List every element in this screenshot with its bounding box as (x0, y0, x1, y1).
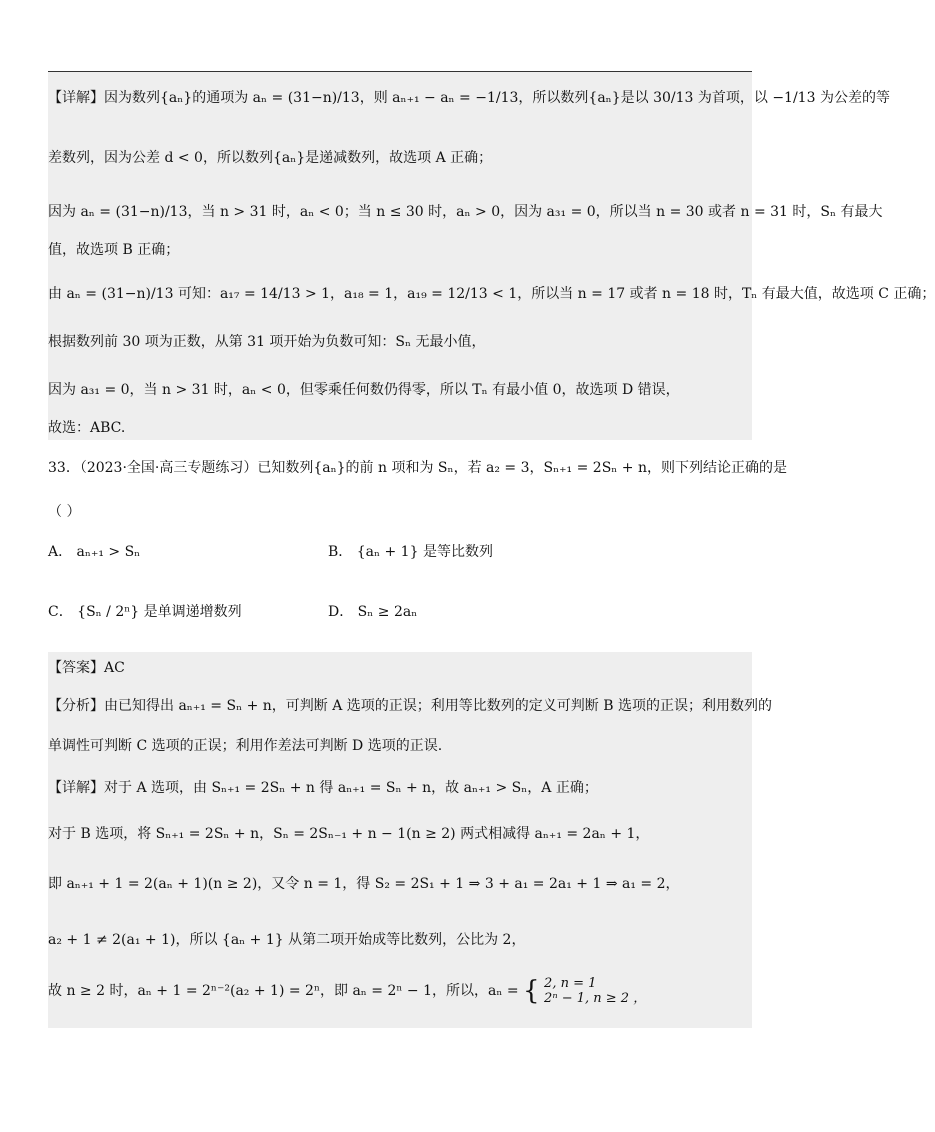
option-d: D． Sₙ ≥ 2aₙ (328, 604, 418, 620)
piecewise-case-1: 2, n = 1 (544, 976, 597, 991)
solution-32-line-1: 【详解】因为数列{aₙ}的通项为 aₙ = (31−n)/13，则 aₙ₊₁ − aₙ = −1/13，所以数列{aₙ}是以 30/13 为首项，以 −1/13 为公差的等 (48, 90, 890, 106)
question-33-paren: （ ） (48, 504, 81, 520)
solution-32-line-5: 由 aₙ = (31−n)/13 可知：a₁₇ = 14/13 > 1，a₁₈ = 1，a₁₉ = 12/13 < 1，所以当 n = 17 或者 n = 18 时，Tₙ 有最大值，故选项 C 正确； (48, 286, 935, 302)
solution-32-line-2: 差数列，因为公差 d < 0，所以数列{aₙ}是递减数列，故选项 A 正确； (48, 150, 493, 166)
solution-32-line-6: 根据数列前 30 项为正数，从第 31 项开始为负数可知：Sₙ 无最小值， (48, 334, 486, 350)
answer-33-detail-line-5-text: 故 n ≥ 2 时，aₙ + 1 = 2ⁿ⁻²(a₂ + 1) = 2ⁿ，即 aₙ = 2ⁿ − 1，所以，aₙ = (48, 983, 519, 999)
answer-33-detail-line-1: 【详解】对于 A 选项，由 Sₙ₊₁ = 2Sₙ + n 得 aₙ₊₁ = Sₙ + n，故 aₙ₊₁ > Sₙ，A 正确； (48, 780, 598, 796)
answer-33-analysis-line-1: 【分析】由已知得出 aₙ₊₁ = Sₙ + n，可判断 A 选项的正误；利用等比数列的定义可判断 B 选项的正误；利用数列的 (48, 698, 772, 714)
piecewise-cases (544, 976, 646, 1006)
option-a: A． aₙ₊₁ > Sₙ (48, 544, 141, 560)
solution-32-line-3: 因为 aₙ = (31−n)/13，当 n > 31 时，aₙ < 0；当 n ≤ 30 时，aₙ > 0，因为 a₃₁ = 0，所以当 n = 30 或者 n = 31 时，Sₙ 有最大 (48, 204, 883, 220)
option-c: C． {Sₙ / 2ⁿ} 是单调递增数列 (48, 604, 242, 620)
answer-33-detail-line-4: a₂ + 1 ≠ 2(a₁ + 1)，所以 {aₙ + 1} 从第二项开始成等比数列，公比为 2， (48, 932, 526, 948)
option-b: B． {aₙ + 1} 是等比数列 (328, 544, 493, 560)
piecewise-case-2: 2ⁿ − 1, n ≥ 2 ， (544, 991, 647, 1006)
question-33-stem: 33．（2023·全国·高三专题练习）已知数列{aₙ}的前 n 项和为 Sₙ，若 a₂ = 3，Sₙ₊₁ = 2Sₙ + n，则下列结论正确的是 (48, 460, 788, 476)
solution-32-line-7: 因为 a₃₁ = 0，当 n > 31 时，aₙ < 0，但零乘任何数仍得零，所以 Tₙ 有最小值 0，故选项 D 错误， (48, 382, 680, 398)
answer-33-detail-line-2: 对于 B 选项，将 Sₙ₊₁ = 2Sₙ + n，Sₙ = 2Sₙ₋₁ + n − 1(n ≥ 2) 两式相减得 aₙ₊₁ = 2aₙ + 1， (48, 826, 650, 842)
answer-33-answer: 【答案】AC (48, 660, 125, 676)
answer-33-detail-line-3: 即 aₙ₊₁ + 1 = 2(aₙ + 1)(n ≥ 2)，又令 n = 1，得 S₂ = 2S₁ + 1 ⇒ 3 + a₁ = 2a₁ + 1 ⇒ a₁ = 2， (48, 876, 680, 892)
answer-33-detail-line-5 (48, 976, 646, 1006)
solution-32-line-4: 值，故选项 B 正确； (48, 242, 180, 258)
piecewise-brace: { (523, 976, 540, 1006)
solution-32-line-8: 故选：ABC. (48, 420, 126, 436)
answer-33-analysis-line-2: 单调性可判断 C 选项的正误；利用作差法可判断 D 选项的正误. (48, 738, 443, 754)
